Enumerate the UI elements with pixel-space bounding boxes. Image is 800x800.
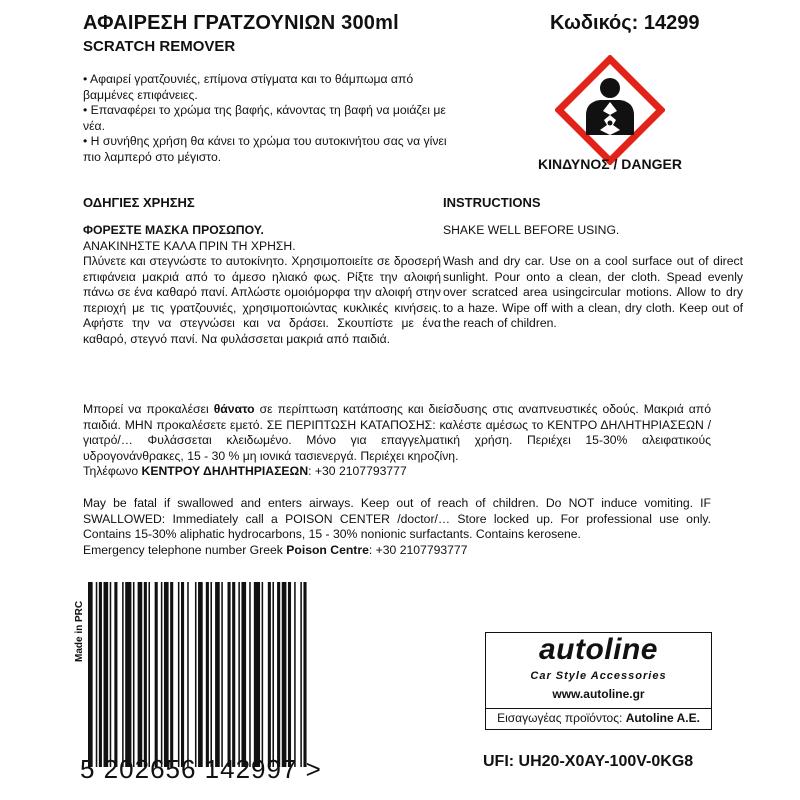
barcode-bar bbox=[110, 582, 112, 767]
barcode-bar bbox=[221, 582, 223, 767]
instructions-heading-en: INSTRUCTIONS bbox=[443, 195, 541, 210]
brand-logo: autoline bbox=[538, 633, 658, 666]
instructions-heading-gr: ΟΔΗΓΙΕΣ ΧΡΗΣΗΣ bbox=[83, 195, 195, 210]
brand-website: www.autoline.gr bbox=[552, 687, 645, 701]
poison-centre-label: ΚΕΝΤΡΟΥ ΔΗΛΗΤΗΡΙΑΣΕΩΝ bbox=[141, 464, 309, 478]
importer-name: Autoline A.E. bbox=[625, 711, 700, 725]
barcode-bar bbox=[88, 582, 93, 767]
phone-prefix: Τηλέφωνο bbox=[83, 464, 142, 478]
barcode-bar bbox=[155, 582, 158, 767]
instructions-body-gr bbox=[83, 223, 441, 347]
hazard-warning-gr bbox=[83, 402, 711, 480]
danger-label: ΚΙΝΔΥΝΟΣ / DANGER bbox=[538, 156, 682, 172]
barcode-bar bbox=[232, 582, 235, 767]
importer-info bbox=[485, 707, 712, 730]
brand-tagline: Car Style Accessories bbox=[530, 670, 667, 682]
barcode-bar bbox=[254, 582, 260, 767]
warning-text: Μπορεί να προκαλέσει bbox=[83, 402, 214, 416]
barcode-bar bbox=[241, 582, 246, 767]
emergency-phone-gr bbox=[83, 464, 711, 480]
barcode-bar bbox=[181, 582, 184, 767]
feature-item: • Αφαιρεί γρατζουνιές, επίμονα στίγματα και το θάμπωμα από βαμμένες επιφάνειες. bbox=[83, 72, 414, 102]
barcode-bar bbox=[272, 582, 274, 767]
importer-label: Εισαγωγέας προϊόντος: bbox=[497, 711, 626, 725]
poison-centre-label: Poison Centre bbox=[286, 542, 369, 557]
brand-logo-box bbox=[485, 632, 712, 709]
barcode-bar bbox=[249, 582, 251, 767]
mask-warning: ΦΟΡΕΣΤΕ ΜΑΣΚΑ ΠΡΟΣΩΠΟΥ. bbox=[83, 223, 264, 237]
barcode-bar bbox=[206, 582, 209, 767]
usage-text-gr: Πλύνετε και στεγνώστε το αυτοκίνητο. Χρησιμοποιείτε σε δροσερή επιφάνεια μακριά από το άμεσο ηλιακό φως. Ρίξτε την αλοιφή πάνω σε ένα καθαρό πανί. Απλώστε ομοιόμορφα την αλοιφή στην περιοχή με τις γρατζουνιές, χρησιμοποιώντας κυκλικές κινήσεις. Αφήστε την να στεγνώσει και να δράσει. Σκουπίστε με ένα καθαρό, στεγνό πανί. Να φυλάσσεται μακριά από παιδιά. bbox=[83, 254, 441, 346]
feature-item: • Επαναφέρει το χρώμα της βαφής, κάνοντας τη βαφή να μοιάζει με νέα. bbox=[83, 103, 446, 133]
phone-prefix: Emergency telephone number Greek bbox=[83, 542, 287, 557]
barcode-bar bbox=[96, 582, 98, 767]
barcode-bar bbox=[300, 582, 302, 767]
warning-text: May be fatal if swallowed and enters airways. Keep out of reach of children. Do NOT induce vomiting. IF SWALLOWED: Immediately call a POISON CENTER /doctor/… Store locked up. For professional use only. Contains 15-30% aliphatic hydrocarbons, 15 - 30% nonionic surfactants. Contains kerosene. bbox=[83, 496, 711, 541]
barcode-bar bbox=[215, 582, 220, 767]
usage-text-en: Wash and dry car. Use on a cool surface out of direct sunlight. Pour onto a clean, der cloth. Spead evenly over scratced area usingcircular motions. Allow to dry to a haze. Wipe off with a clean, dry cloth. Keep out of the reach of children. bbox=[443, 254, 743, 330]
health-hazard-icon bbox=[555, 55, 665, 165]
shake-note-en: SHAKE WELL BEFORE USING. bbox=[443, 223, 620, 237]
barcode-bar bbox=[104, 582, 109, 767]
barcode-bar bbox=[161, 582, 163, 767]
barcode-bar bbox=[144, 582, 147, 767]
feature-item: • Η συνήθης χρήση θα κάνει το χρώμα του αυτοκινήτου σας να γίνει πιο λαμπερό στο μέγιστο. bbox=[83, 134, 447, 164]
warning-emphasis: θάνατο bbox=[213, 402, 255, 416]
made-in-label bbox=[74, 590, 88, 670]
ufi-code: UFI: UH20-X0AY-100V-0KG8 bbox=[483, 753, 694, 770]
hazard-warning-en bbox=[83, 496, 711, 558]
barcode-bar bbox=[164, 582, 169, 767]
barcode-bar bbox=[125, 582, 131, 767]
barcode-bar bbox=[303, 582, 306, 767]
barcode-bar bbox=[114, 582, 117, 767]
barcode-bar bbox=[133, 582, 135, 767]
barcode-bar bbox=[282, 582, 287, 767]
barcode-bar bbox=[262, 582, 264, 767]
barcode-bar bbox=[187, 582, 189, 767]
barcode bbox=[88, 582, 353, 767]
shake-note-gr: ΑΝΑΚΙΝΗΣΤΕ ΚΑΛΑ ΠΡΙΝ ΤΗ ΧΡΗΣΗ. bbox=[83, 238, 296, 253]
warning-text: σε περίπτωση κατάποσης και διείσδυσης στις αναπνευστικές οδούς. Μακριά από παιδιά. ΜΗΝ προκαλέσετε εμετό. ΣΕ ΠΕΡΙΠΤΩΣΗ ΚΑΤΑΠΟΣΗΣ: καλέστε αμέσως το ΚΕΝΤΡΟ ΔΗΛΗΤΗΡΙΑΣΕΩΝ /γιατρό/… Φυλάσσεται κλειδωμένο. Μόνο για επαγγελματική χρήση. Περιέχει 15-30% αλειφατικούς υδρογονάνθρακες, 15 - 30 % μη ιονικά τασιενεργά. Περιέχει κηροζίνη. bbox=[83, 402, 711, 463]
barcode-bar bbox=[228, 582, 231, 767]
made-in-text: Made in PRC bbox=[74, 600, 85, 662]
barcode-bar bbox=[294, 582, 296, 767]
feature-list bbox=[83, 72, 458, 166]
barcode-bar bbox=[268, 582, 271, 767]
barcode-bar bbox=[122, 582, 124, 767]
instructions-body-en bbox=[443, 223, 743, 332]
barcode-bar bbox=[178, 582, 180, 767]
barcode-bar bbox=[198, 582, 203, 767]
barcode-bar bbox=[288, 582, 291, 767]
barcode-bar bbox=[148, 582, 150, 767]
product-code: Κωδικός: 14299 bbox=[550, 12, 700, 34]
barcode-bar bbox=[170, 582, 173, 767]
barcode-bar bbox=[277, 582, 280, 767]
phone-number: : +30 2107793777 bbox=[368, 542, 468, 557]
product-subtitle: SCRATCH REMOVER bbox=[83, 38, 236, 55]
barcode-digits: 5 202656 142997 > bbox=[80, 754, 322, 784]
product-title: ΑΦΑΙΡΕΣΗ ΓΡΑΤΖΟΥΝΙΩΝ 300ml bbox=[83, 12, 399, 34]
phone-number: : +30 2107793777 bbox=[308, 464, 407, 478]
barcode-bar bbox=[138, 582, 143, 767]
barcode-bar bbox=[238, 582, 240, 767]
barcode-bar bbox=[210, 582, 212, 767]
barcode-bar bbox=[99, 582, 102, 767]
emergency-phone-en bbox=[83, 543, 711, 559]
barcode-bar bbox=[195, 582, 197, 767]
